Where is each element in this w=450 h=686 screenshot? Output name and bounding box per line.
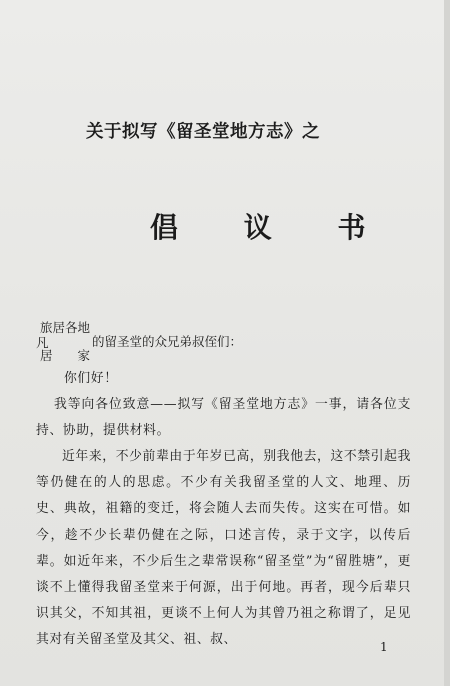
paragraph-2: 近年来，不少前辈由于年岁已高，别我他去，这不禁引起我等仍健在的人的思虑。不少有关我留圣堂的人文、地理、历史、典故，祖籍的变迁，将会随人去而失传。这实在可惜。如今，趁不少长辈仍健在之际，口述言传，录于文字，以传后辈。如近年来，不少后生之辈常误称“留圣堂”为“留胜塘”，更谈不上懂得我留圣堂来于何源，出于何地。再者，现今后辈只识其父，不知其祖，更谈不上何人为其曾乃祖之称谓了，足见其对有关留圣堂及其父、祖、叔、	[36, 449, 411, 648]
document-main-title: 倡 议 书	[150, 211, 394, 244]
page-number: 1	[380, 640, 388, 654]
salutation-prefix: 凡	[36, 335, 49, 350]
page-edge-shadow	[444, 0, 450, 686]
salutation-main: 的留圣堂的众兄弟叔侄们：	[92, 334, 243, 349]
salutation-upper: 旅居各地	[40, 320, 91, 335]
salutation-lower: 居 家	[40, 348, 91, 363]
document-title-line: 关于拟写《留圣堂地方志》之	[86, 122, 320, 142]
paragraph-1: 我等向各位致意——拟写《留圣堂地方志》一事，请各位支持、协助，提供材料。	[36, 397, 411, 439]
greeting: 你们好！	[64, 371, 118, 386]
